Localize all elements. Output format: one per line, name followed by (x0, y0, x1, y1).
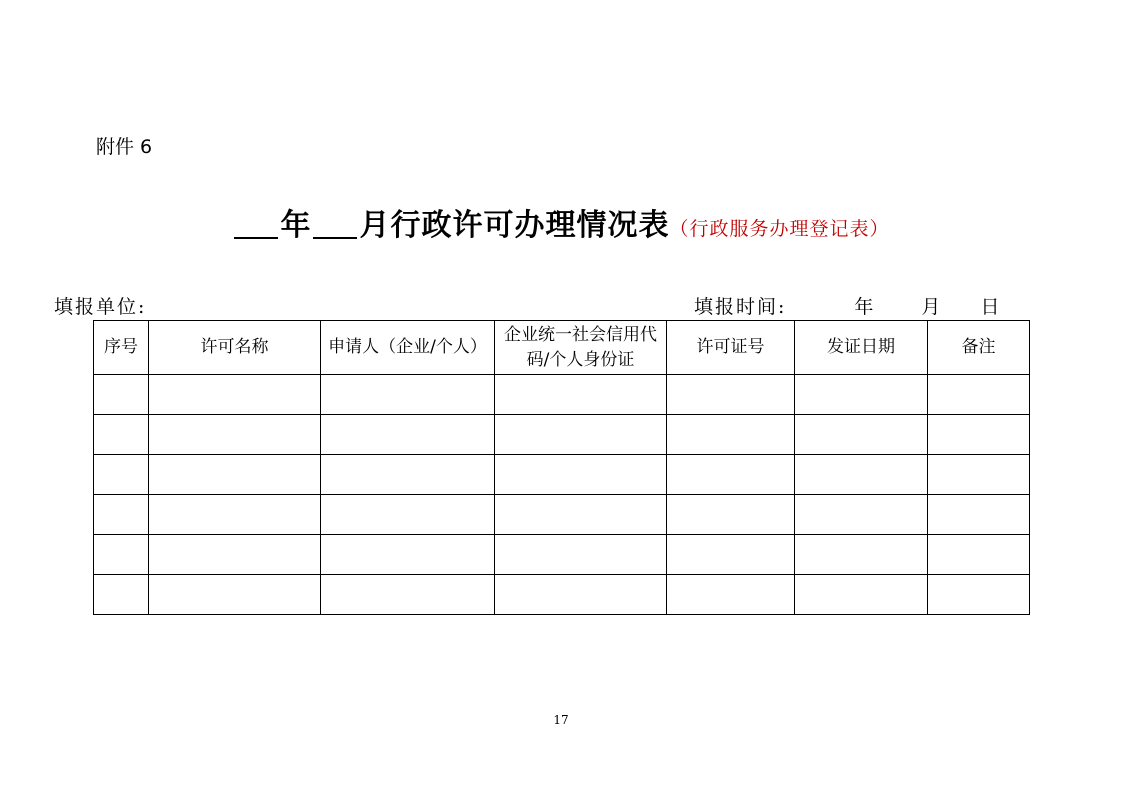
table-cell (495, 375, 667, 415)
table-cell (795, 415, 928, 455)
table-cell (149, 535, 321, 575)
table-cell (795, 455, 928, 495)
title-main (232, 208, 669, 243)
table-cell (321, 455, 495, 495)
table-row (94, 535, 1030, 575)
table-cell (795, 575, 928, 615)
table-cell (495, 575, 667, 615)
table-cell (928, 535, 1030, 575)
table-header-row (94, 321, 1030, 375)
table-cell (667, 575, 795, 615)
fill-unit-label: 填报单位: (54, 296, 147, 318)
table-cell (149, 575, 321, 615)
title-year-label: 年 (280, 208, 312, 243)
table-row (94, 375, 1030, 415)
table-cell (94, 375, 149, 415)
table-cell (94, 575, 149, 615)
fill-day-label: 日 (980, 296, 1002, 318)
table-cell (667, 415, 795, 455)
table-body (94, 375, 1030, 615)
table-cell (94, 455, 149, 495)
table-cell (795, 535, 928, 575)
table-row (94, 455, 1030, 495)
header-remarks: 备注 (928, 321, 1030, 375)
table-row (94, 575, 1030, 615)
table-cell (667, 375, 795, 415)
header-credit-code: 企业统一社会信用代码/个人身份证 (495, 321, 667, 375)
table-cell (149, 415, 321, 455)
table-cell (321, 575, 495, 615)
table-cell (94, 495, 149, 535)
fill-year-label: 年 (854, 296, 876, 318)
table-row (94, 415, 1030, 455)
header-serial: 序号 (94, 321, 149, 375)
fill-time (694, 292, 1001, 319)
header-applicant: 申请人（企业/个人） (321, 321, 495, 375)
table-cell (928, 575, 1030, 615)
table-cell (94, 535, 149, 575)
table-cell (667, 495, 795, 535)
month-blank (313, 236, 357, 239)
fill-time-label: 填报时间: (694, 296, 787, 318)
table-cell (928, 455, 1030, 495)
table-cell (149, 495, 321, 535)
header-permit-number: 许可证号 (667, 321, 795, 375)
table-row (94, 495, 1030, 535)
table-cell (149, 455, 321, 495)
fill-month-label: 月 (921, 296, 943, 318)
table-cell (149, 375, 321, 415)
title-subtitle: （行政服务办理登记表） (669, 218, 890, 240)
header-permit-name: 许可名称 (149, 321, 321, 375)
table-cell (928, 495, 1030, 535)
attachment-label: 附件 6 (96, 136, 153, 158)
table-cell (321, 495, 495, 535)
table-cell (495, 495, 667, 535)
table-cell (321, 375, 495, 415)
table-cell (495, 415, 667, 455)
table-cell (495, 455, 667, 495)
page-number: 17 (553, 713, 569, 727)
table-cell (928, 415, 1030, 455)
table-cell (795, 375, 928, 415)
table-cell (94, 415, 149, 455)
document-title (0, 200, 1122, 244)
title-month-label: 月行政许可办理情况表 (359, 208, 670, 243)
table-cell (321, 535, 495, 575)
table-cell (928, 375, 1030, 415)
table-cell (667, 455, 795, 495)
table-cell (667, 535, 795, 575)
table-cell (795, 495, 928, 535)
table-cell (321, 415, 495, 455)
registration-table (93, 320, 1030, 615)
header-issue-date: 发证日期 (795, 321, 928, 375)
table-cell (495, 535, 667, 575)
year-blank (234, 236, 278, 239)
